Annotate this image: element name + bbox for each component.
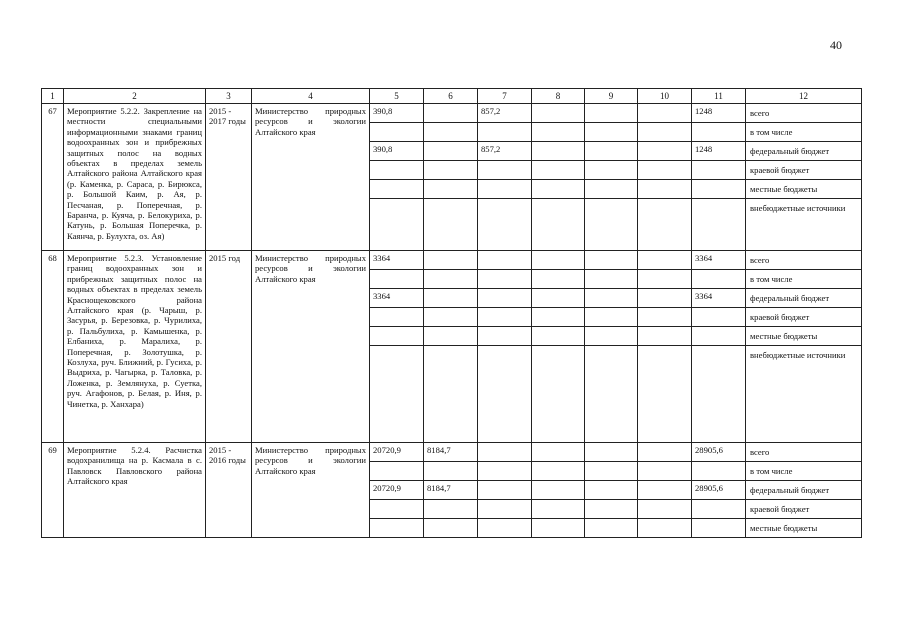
cell-c8: [532, 481, 585, 500]
cell-c6: 8184,7: [424, 481, 478, 500]
cell-c8: [532, 443, 585, 462]
cell-c6: [424, 519, 478, 538]
col-header: 6: [424, 89, 478, 104]
program-table: [41, 88, 862, 538]
cell-c8: [532, 462, 585, 481]
cell-c11: [692, 346, 746, 443]
row-executor: Министерство природных ресурсов и экологии Алтайского края: [252, 443, 370, 538]
cell-label: краевой бюджет: [746, 308, 862, 327]
cell-c8: [532, 308, 585, 327]
cell-label: краевой бюджет: [746, 500, 862, 519]
cell-c9: [585, 519, 638, 538]
cell-c10: [638, 481, 692, 500]
cell-c11: [692, 327, 746, 346]
row-period: 2015 год: [206, 251, 252, 443]
cell-c9: [585, 199, 638, 251]
cell-label: местные бюджеты: [746, 180, 862, 199]
cell-c10: [638, 443, 692, 462]
row-name: Мероприятие 5.2.4. Расчистка водохранилища на р. Касмала в с. Павловск Павловского района Алтайского края: [64, 443, 206, 538]
cell-c5: [370, 180, 424, 199]
cell-c9: [585, 462, 638, 481]
cell-c10: [638, 308, 692, 327]
cell-c5: 390,8: [370, 142, 424, 161]
col-header: 1: [42, 89, 64, 104]
cell-label: в том числе: [746, 123, 862, 142]
cell-c8: [532, 161, 585, 180]
row-name: Мероприятие 5.2.2. Закрепление на местности специальными информационными знаками границ водоохранных зон и прибрежных защитных полос на водных объектах в пределах земель Алтайского района Алтайского края (р. Каменка, р. Сараса, р. Бирюкса, р. Большой Каим, р. Ая, р. Песчаная, р. Поперечная, р. Баранча, р. Куяча, р. Белокуриха, р. Катунь, р. Большая Поперечка, р. Каянча, р. Булухта, оз. Ая): [64, 104, 206, 251]
cell-c11: 28905,6: [692, 443, 746, 462]
cell-c8: [532, 199, 585, 251]
cell-c11: [692, 308, 746, 327]
cell-c10: [638, 142, 692, 161]
cell-c11: 3364: [692, 289, 746, 308]
cell-c10: [638, 161, 692, 180]
cell-c9: [585, 443, 638, 462]
cell-c8: [532, 251, 585, 270]
cell-c10: [638, 519, 692, 538]
cell-c7: [478, 180, 532, 199]
cell-c6: [424, 199, 478, 251]
cell-c9: [585, 270, 638, 289]
row-period: 2015 - 2017 годы: [206, 104, 252, 251]
cell-c11: 28905,6: [692, 481, 746, 500]
cell-label: местные бюджеты: [746, 327, 862, 346]
col-header: 7: [478, 89, 532, 104]
cell-c11: 1248: [692, 104, 746, 123]
cell-c7: [478, 443, 532, 462]
cell-c8: [532, 500, 585, 519]
cell-c5: 390,8: [370, 104, 424, 123]
cell-label: всего: [746, 443, 862, 462]
table-row: [42, 104, 862, 123]
col-header: 8: [532, 89, 585, 104]
cell-c10: [638, 500, 692, 519]
cell-c7: [478, 481, 532, 500]
cell-label: краевой бюджет: [746, 161, 862, 180]
cell-c11: [692, 123, 746, 142]
cell-c11: [692, 462, 746, 481]
cell-c9: [585, 481, 638, 500]
col-header: 11: [692, 89, 746, 104]
cell-c7: [478, 327, 532, 346]
cell-label: всего: [746, 251, 862, 270]
row-period: 2015 - 2016 годы: [206, 443, 252, 538]
cell-c5: [370, 199, 424, 251]
cell-c9: [585, 251, 638, 270]
cell-c7: [478, 199, 532, 251]
row-id: 68: [42, 251, 64, 443]
col-header: 5: [370, 89, 424, 104]
cell-c5: 3364: [370, 289, 424, 308]
row-id: 69: [42, 443, 64, 538]
cell-c10: [638, 199, 692, 251]
cell-c7: [478, 161, 532, 180]
cell-c7: 857,2: [478, 142, 532, 161]
cell-c6: [424, 462, 478, 481]
cell-c9: [585, 123, 638, 142]
col-header: 12: [746, 89, 862, 104]
cell-c8: [532, 289, 585, 308]
cell-label: всего: [746, 104, 862, 123]
cell-c10: [638, 104, 692, 123]
cell-c6: [424, 289, 478, 308]
cell-c7: [478, 289, 532, 308]
cell-c6: [424, 161, 478, 180]
cell-c5: [370, 327, 424, 346]
cell-c8: [532, 346, 585, 443]
cell-c11: [692, 180, 746, 199]
col-header: 2: [64, 89, 206, 104]
row-id: 67: [42, 104, 64, 251]
table-row: [42, 251, 862, 270]
cell-c9: [585, 180, 638, 199]
cell-c9: [585, 161, 638, 180]
cell-label: в том числе: [746, 462, 862, 481]
cell-c5: [370, 462, 424, 481]
col-header: 4: [252, 89, 370, 104]
cell-c10: [638, 462, 692, 481]
cell-c11: [692, 199, 746, 251]
cell-c10: [638, 270, 692, 289]
cell-c9: [585, 327, 638, 346]
cell-c7: [478, 123, 532, 142]
col-header: 9: [585, 89, 638, 104]
cell-c6: [424, 104, 478, 123]
cell-c5: [370, 346, 424, 443]
cell-c6: [424, 123, 478, 142]
cell-c10: [638, 180, 692, 199]
cell-c10: [638, 346, 692, 443]
cell-c7: [478, 308, 532, 327]
cell-c8: [532, 519, 585, 538]
cell-c11: 3364: [692, 251, 746, 270]
cell-c7: [478, 519, 532, 538]
cell-c6: [424, 308, 478, 327]
cell-c9: [585, 500, 638, 519]
cell-label: федеральный бюджет: [746, 481, 862, 500]
cell-c7: [478, 346, 532, 443]
cell-c5: [370, 308, 424, 327]
row-executor: Министерство природных ресурсов и экологии Алтайского края: [252, 104, 370, 251]
cell-c6: [424, 327, 478, 346]
cell-label: в том числе: [746, 270, 862, 289]
col-header: 10: [638, 89, 692, 104]
cell-c7: 857,2: [478, 104, 532, 123]
page-number: 40: [830, 38, 842, 52]
cell-c8: [532, 104, 585, 123]
cell-c6: [424, 180, 478, 199]
cell-label: внебюджетные источники: [746, 199, 862, 251]
cell-c5: [370, 123, 424, 142]
cell-label: федеральный бюджет: [746, 142, 862, 161]
cell-c9: [585, 346, 638, 443]
cell-c5: 3364: [370, 251, 424, 270]
cell-c5: [370, 519, 424, 538]
cell-c6: [424, 346, 478, 443]
cell-c6: 8184,7: [424, 443, 478, 462]
cell-c9: [585, 289, 638, 308]
header-row: [42, 89, 862, 104]
cell-c10: [638, 289, 692, 308]
cell-c6: [424, 500, 478, 519]
table-row: [42, 443, 862, 462]
row-executor: Министерство природных ресурсов и экологии Алтайского края: [252, 251, 370, 443]
cell-c6: [424, 251, 478, 270]
cell-c5: 20720,9: [370, 481, 424, 500]
cell-c5: 20720,9: [370, 443, 424, 462]
cell-c9: [585, 308, 638, 327]
cell-c7: [478, 251, 532, 270]
cell-label: федеральный бюджет: [746, 289, 862, 308]
cell-c10: [638, 123, 692, 142]
cell-c5: [370, 161, 424, 180]
cell-c8: [532, 180, 585, 199]
cell-c5: [370, 500, 424, 519]
cell-c11: [692, 270, 746, 289]
cell-c11: [692, 500, 746, 519]
cell-c6: [424, 142, 478, 161]
cell-label: внебюджетные источники: [746, 346, 862, 443]
cell-c9: [585, 104, 638, 123]
cell-c8: [532, 327, 585, 346]
cell-c8: [532, 270, 585, 289]
cell-c7: [478, 462, 532, 481]
cell-c10: [638, 327, 692, 346]
cell-c8: [532, 123, 585, 142]
cell-label: местные бюджеты: [746, 519, 862, 538]
cell-c6: [424, 270, 478, 289]
cell-c7: [478, 270, 532, 289]
cell-c7: [478, 500, 532, 519]
cell-c10: [638, 251, 692, 270]
cell-c11: [692, 519, 746, 538]
cell-c5: [370, 270, 424, 289]
cell-c11: 1248: [692, 142, 746, 161]
row-name: Мероприятие 5.2.3. Установление границ водоохранных зон и прибрежных защитных полос на водных объектах в пределах земель Краснощековского района Алтайского края (р. Чарыш, р. Засурья, р. Березовка, р. Чурилиха, р. Пальбулиха, р. Камышенка, р. Елбаниха, р. Маралиха, р. Поперечная, р. Золотушка, р. Козлуха, руч. Ближний, р. Гусиха, р. Выдриха, р. Чагырка, р. Таловка, р. Ложенка, р. Землянуха, р. Суетка, руч. Агафонов, р. Белая, р. Иня, р. Чинетка, р. Ханхара): [64, 251, 206, 443]
col-header: 3: [206, 89, 252, 104]
cell-c9: [585, 142, 638, 161]
cell-c8: [532, 142, 585, 161]
cell-c11: [692, 161, 746, 180]
